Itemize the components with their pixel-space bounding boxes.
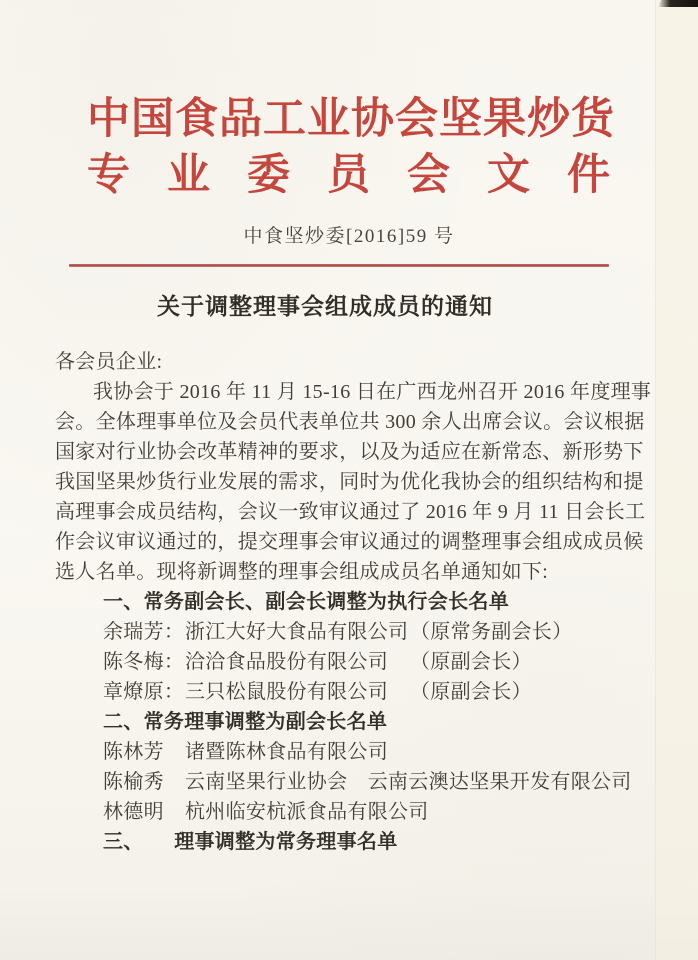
member-name: 林德明 bbox=[103, 801, 164, 823]
member-entry bbox=[55, 797, 655, 827]
body-line: 作会议审议通过的，提交理事会审议通过的调整理事会组成成员候 bbox=[55, 531, 644, 553]
member-note: （原副会长） bbox=[410, 681, 532, 703]
body-line: 选人名单。现将新调整的理事会组成成员名单通知如下: bbox=[55, 561, 549, 583]
letterhead-line2: 专业委员会文件 bbox=[87, 152, 647, 199]
member-company: 诸暨陈林食品有限公司 bbox=[185, 741, 388, 763]
member-entry bbox=[55, 767, 655, 797]
document-body bbox=[55, 347, 655, 857]
member-entry bbox=[55, 737, 655, 767]
section-3-heading: 三、 理事调整为常务理事名单 bbox=[103, 831, 398, 853]
body-line: 高理事会成员结构，会议一致审议通过了 2016 年 9 月 11 日会长工 bbox=[55, 501, 646, 523]
member-name: 余瑞芳： bbox=[103, 621, 185, 643]
red-divider-rule bbox=[69, 264, 609, 267]
body-line: 我协会于 2016 年 11 月 15-16 日在广西龙州召开 2016 年度理事 bbox=[93, 381, 652, 403]
member-name: 陈林芳 bbox=[103, 741, 164, 763]
photo-corner-artifact bbox=[658, 0, 698, 7]
member-entry bbox=[55, 617, 655, 647]
section-1-heading: 一、常务副会长、副会长调整为执行会长名单 bbox=[103, 591, 509, 613]
member-company: 洽洽食品股份有限公司 bbox=[185, 651, 388, 673]
letterhead bbox=[87, 94, 647, 201]
body-line: 会。全体理事单位及会员代表单位共 300 余人出席会议。会议根据 bbox=[55, 411, 645, 433]
member-note: （原副会长） bbox=[410, 651, 532, 673]
member-company: 浙江大好大食品有限公司 bbox=[185, 621, 409, 643]
member-company: 云南坚果行业协会 云南云澳达坚果开发有限公司 bbox=[185, 771, 632, 793]
member-company: 三只松鼠股份有限公司 bbox=[185, 681, 388, 703]
paper-edge bbox=[655, 0, 698, 960]
member-name: 章燎原： bbox=[103, 681, 185, 703]
letterhead-line1: 中国食品工业协会坚果炒货 bbox=[87, 96, 615, 143]
member-company: 杭州临安杭派食品有限公司 bbox=[185, 801, 429, 823]
section-2-heading: 二、常务理事调整为副会长名单 bbox=[103, 711, 388, 733]
member-note: （原常务副会长） bbox=[410, 621, 573, 643]
document-title: 关于调整理事会组成成员的通知 bbox=[157, 294, 493, 319]
member-entry bbox=[55, 647, 655, 677]
document-number: 中食坚炒委[2016]59 号 bbox=[243, 226, 455, 247]
salutation: 各会员企业: bbox=[55, 351, 163, 373]
member-name: 陈榆秀 bbox=[103, 771, 164, 793]
member-entry bbox=[55, 677, 655, 707]
body-line: 国家对行业协会改革精神的要求，以及为适应在新常态、新形势下 bbox=[55, 441, 644, 463]
member-name: 陈冬梅： bbox=[103, 651, 185, 673]
body-line: 我国坚果炒货行业发展的需求，同时为优化我协会的组织结构和提 bbox=[55, 471, 644, 493]
